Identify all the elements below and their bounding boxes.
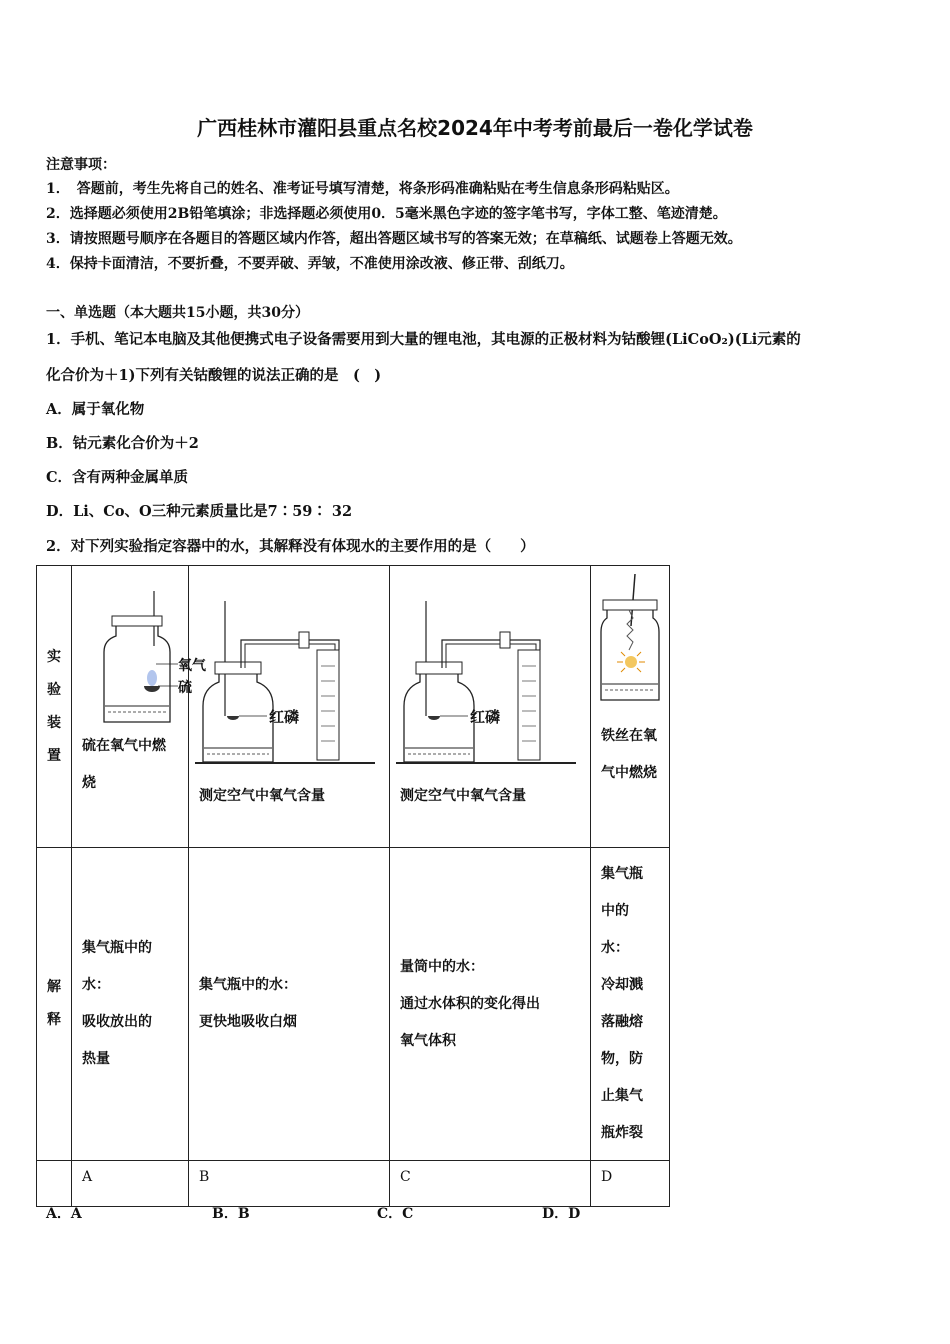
question-2-option-a: A．A	[46, 1206, 82, 1222]
row-label-explain: 解释	[37, 848, 72, 1161]
device-name-a: 硫在氧气中燃烧	[82, 738, 166, 791]
notice-item: 1． 答题前，考生先将自己的姓名、准考证号填写清楚，将条形码准确粘贴在考生信息条形码粘贴区。	[46, 181, 679, 197]
empty-cell	[37, 1161, 72, 1207]
explanation-c: 量筒中的水： 通过水体积的变化得出 氧气体积	[390, 848, 591, 1161]
notice-item: 2．选择题必须使用2B铅笔填涂；非选择题必须使用0．5毫米黑色字迹的签字笔书写，字体工整、笔迹清楚。	[46, 206, 727, 222]
column-letter-b: B	[189, 1161, 390, 1207]
table-row-letters	[37, 1161, 670, 1207]
section-header: 一、单选题（本大题共15小题，共30分）	[46, 305, 309, 321]
device-name-d: 铁丝在氧气中燃烧	[601, 728, 657, 781]
device-cell-b	[189, 566, 390, 848]
row-label-device: 实验装置	[37, 566, 72, 848]
question-1-option-c: C．含有两种金属单质	[46, 469, 189, 486]
explanation-b: 集气瓶中的水： 更快地吸收白烟	[189, 848, 390, 1161]
label-sulfur: 硫	[178, 680, 192, 696]
question-2-option-d: D．D	[542, 1206, 581, 1222]
notice-item: 4．保持卡面清洁，不要折叠，不要弄破、弄皱，不准使用涂改液、修正带、刮纸刀。	[46, 256, 574, 272]
label-red-phosphorus: 红磷	[470, 708, 501, 726]
table-row-explanations	[37, 848, 670, 1161]
question-2-option-c: C．C	[377, 1206, 414, 1222]
question-2-option-b: B．B	[212, 1206, 250, 1222]
phosphorus-diagram-c	[390, 566, 590, 766]
table-row-devices	[37, 566, 670, 848]
question-1-stem-line2: 化合价为＋1)下列有关钴酸锂的说法正确的是 ( )	[46, 367, 382, 384]
device-name-c: 测定空气中氧气含量	[400, 788, 526, 804]
question-1-option-a: A．属于氧化物	[46, 401, 145, 418]
notice-item: 3．请按照题号顺序在各题目的答题区域内作答，超出答题区域书写的答案无效；在草稿纸、试题卷上答题无效。	[46, 231, 742, 247]
column-letter-a: A	[72, 1161, 189, 1207]
question-1-stem-line1: 1．手机、笔记本电脑及其他便携式电子设备需要用到大量的锂电池，其电源的正极材料为钴酸锂(LiCoO₂)(Li元素的	[46, 331, 801, 348]
phosphorus-diagram-b	[189, 566, 389, 766]
question-1-option-b: B．钴元素化合价为＋2	[46, 435, 199, 452]
page-title: 广西桂林市灌阳县重点名校2024年中考考前最后一卷化学试卷	[197, 116, 753, 140]
device-name-b: 测定空气中氧气含量	[199, 788, 325, 804]
explanation-d: 集气瓶 中的 水： 冷却溅 落融熔 物，防 止集气 瓶炸裂	[591, 848, 670, 1161]
explanation-a: 集气瓶中的 水： 吸收放出的 热量	[72, 848, 189, 1161]
iron-wire-diagram	[591, 566, 669, 706]
question-2-stem: 2．对下列实验指定容器中的水，其解释没有体现水的主要作用的是（ ）	[46, 538, 535, 555]
column-letter-d: D	[591, 1161, 670, 1207]
notice-heading: 注意事项：	[46, 157, 116, 173]
column-letter-c: C	[390, 1161, 591, 1207]
device-cell-d	[591, 566, 670, 848]
device-cell-c	[390, 566, 591, 848]
label-oxygen: 氧气	[178, 658, 206, 674]
sulfur-combustion-diagram	[72, 566, 206, 716]
label-red-phosphorus: 红磷	[269, 708, 300, 726]
question-1-option-d: D．Li、Co、O三种元素质量比是7∶59∶ 32	[46, 503, 353, 520]
experiment-table	[36, 565, 670, 1207]
device-cell-a	[72, 566, 206, 848]
